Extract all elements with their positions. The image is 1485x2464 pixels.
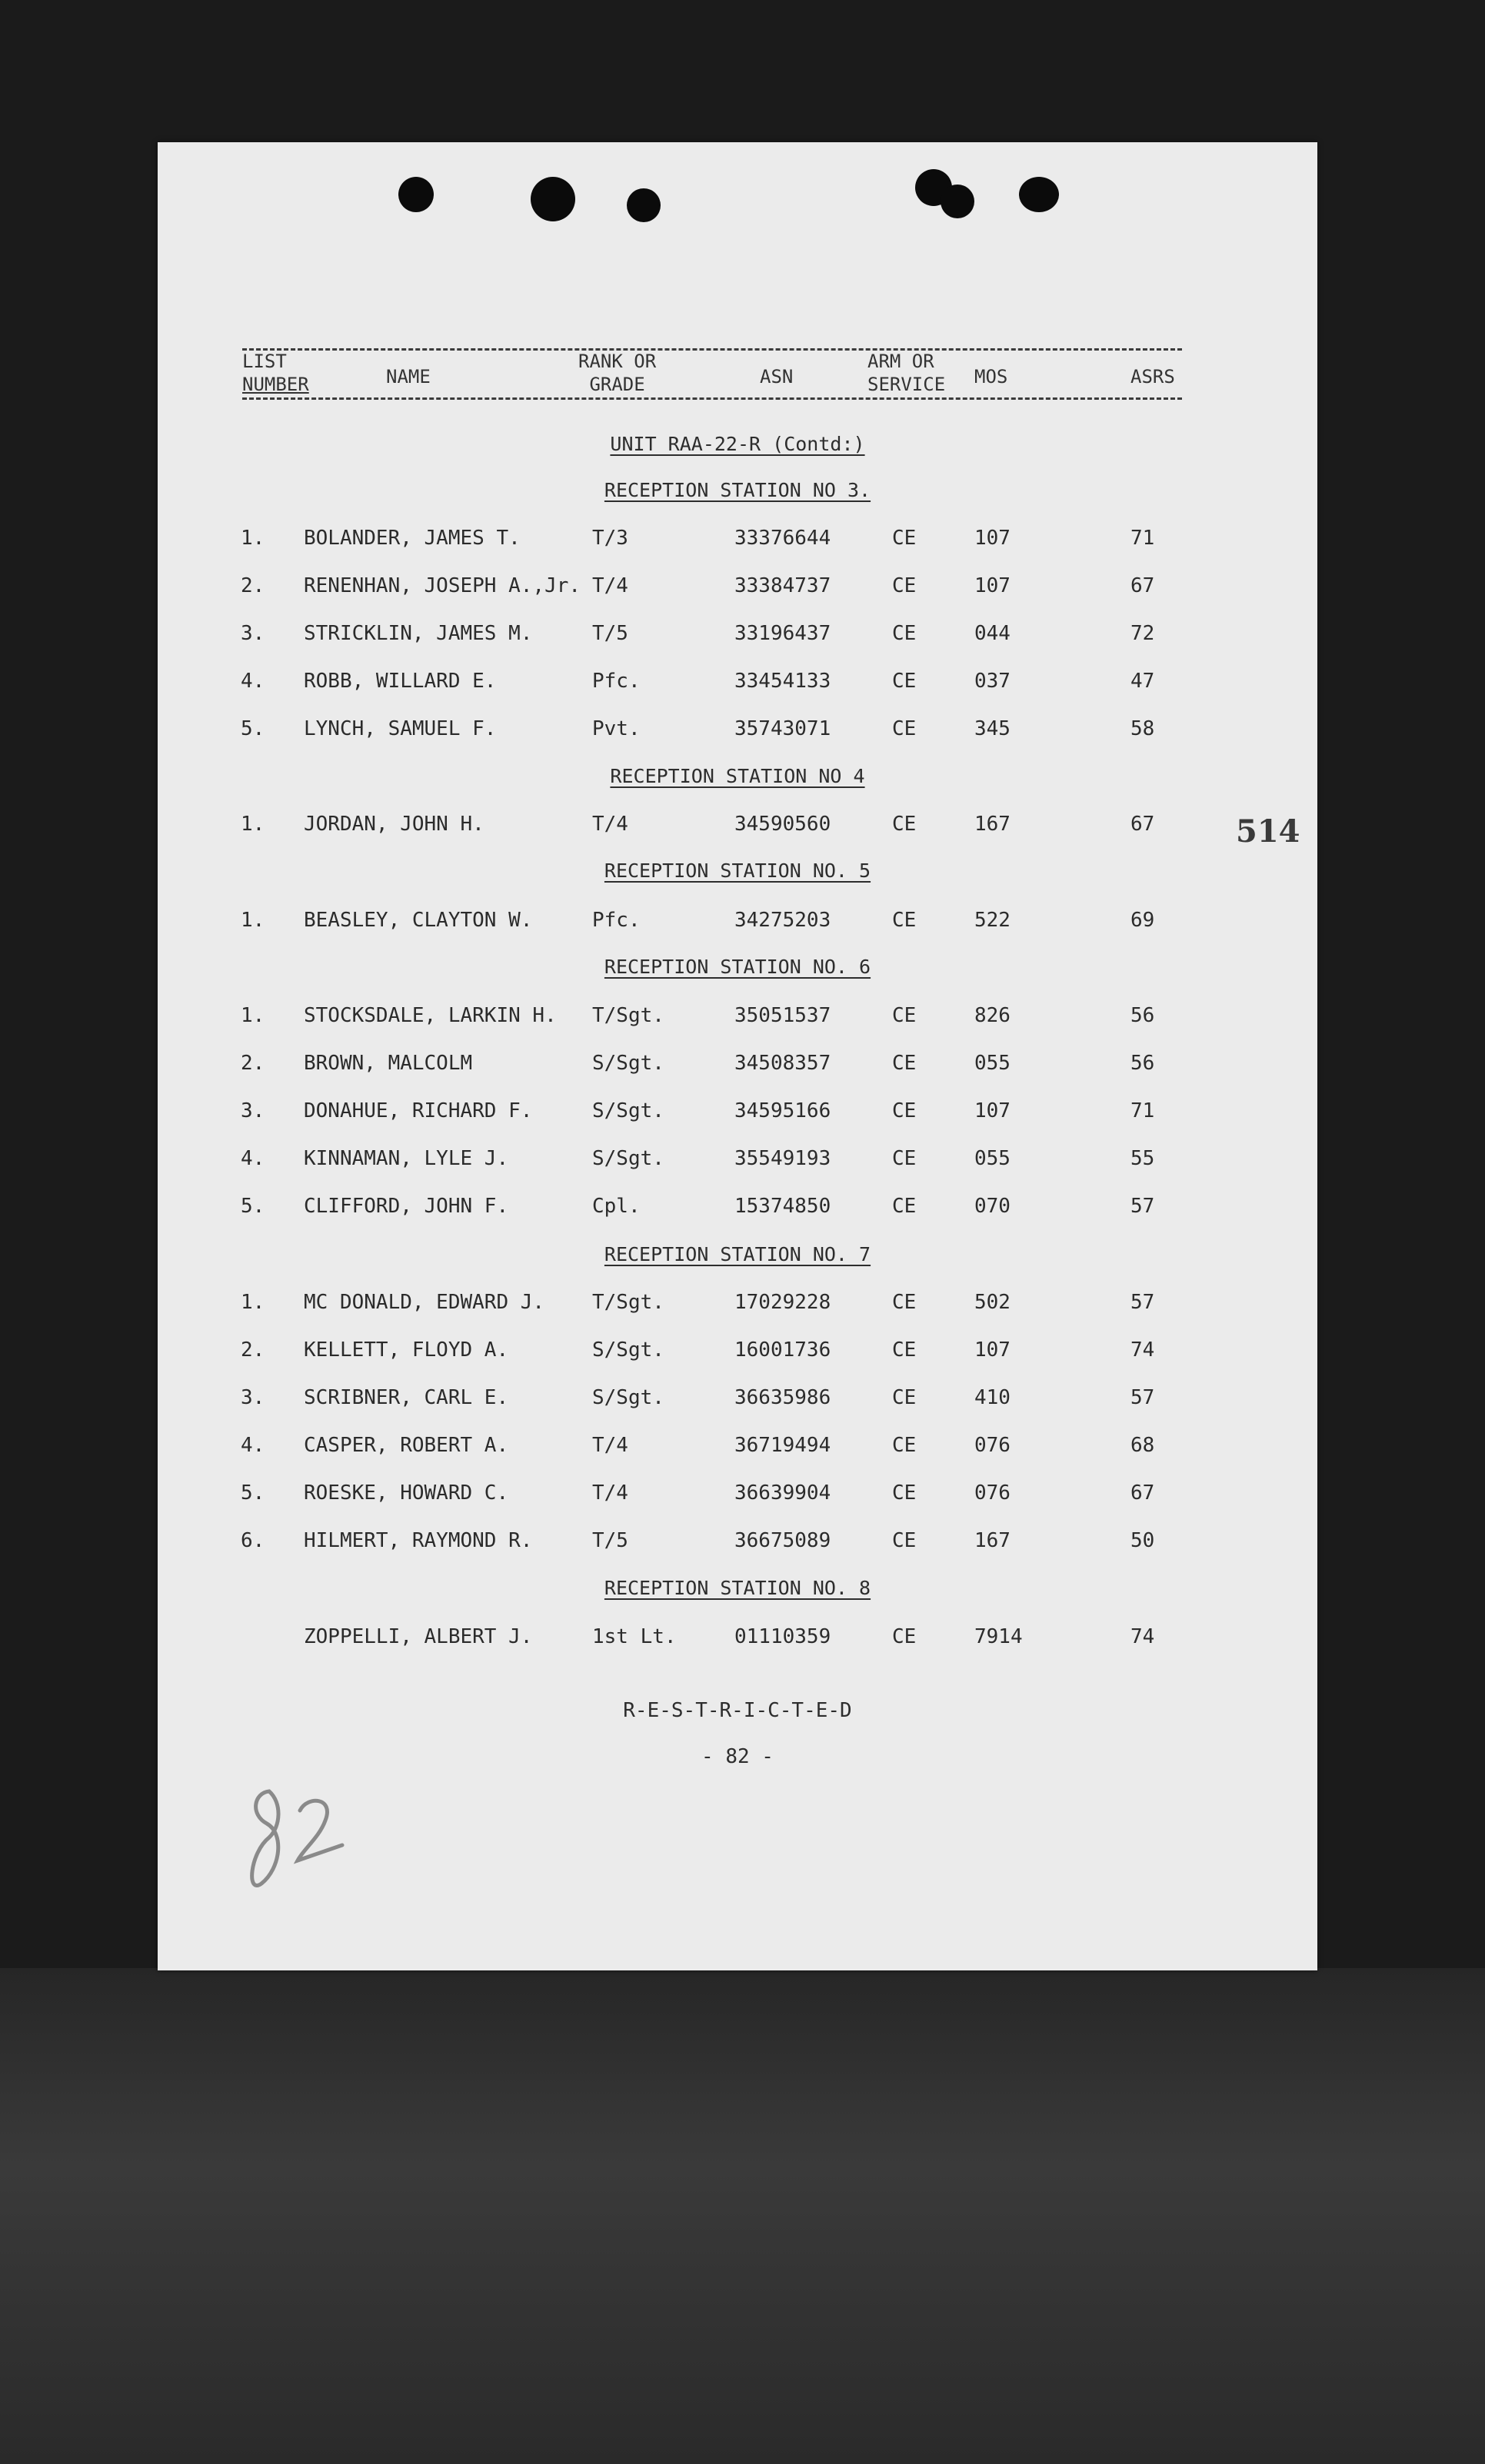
table-row (158, 1098, 1317, 1124)
rank: T/4 (592, 1481, 628, 1505)
section-title: RECEPTION STATION NO 4 (610, 765, 865, 787)
arm-service: CE (892, 1195, 917, 1218)
header-arm: ARM OR SERVICE (867, 351, 946, 395)
rank: Pfc. (592, 670, 641, 693)
arm-service: CE (892, 1099, 917, 1122)
asrs: 74 (1130, 1338, 1155, 1362)
table-row (158, 1480, 1317, 1506)
table-row (158, 1289, 1317, 1315)
rank: 1st Lt. (592, 1625, 677, 1648)
table-row (158, 1385, 1317, 1411)
asn: 34595166 (734, 1099, 831, 1122)
list-number: 2. (241, 1338, 265, 1362)
mos: 167 (974, 813, 1011, 836)
table-row (158, 1528, 1317, 1554)
mos: 167 (974, 1529, 1011, 1552)
list-number: 6. (241, 1529, 265, 1552)
soldier-name: BOLANDER, JAMES T. (304, 527, 521, 550)
rank: Cpl. (592, 1195, 641, 1218)
asrs: 74 (1130, 1625, 1155, 1648)
list-number: 5. (241, 717, 265, 740)
header-rule-bottom (242, 397, 1182, 400)
section-title: RECEPTION STATION NO. 8 (604, 1577, 871, 1599)
mos: 076 (974, 1434, 1011, 1457)
asn: 36675089 (734, 1529, 831, 1552)
rank: T/4 (592, 813, 628, 836)
mos: 076 (974, 1481, 1011, 1505)
asrs: 72 (1130, 622, 1155, 645)
table-row (158, 1337, 1317, 1363)
soldier-name: LYNCH, SAMUEL F. (304, 717, 497, 740)
arm-service: CE (892, 717, 917, 740)
section-title: RECEPTION STATION NO. 5 (604, 860, 871, 882)
soldier-name: ZOPPELLI, ALBERT J. (304, 1625, 533, 1648)
asrs: 47 (1130, 670, 1155, 693)
list-number: 1. (241, 1291, 265, 1314)
table-row (158, 1432, 1317, 1458)
mos: 107 (974, 1338, 1011, 1362)
asrs: 56 (1130, 1052, 1155, 1075)
table-row (158, 907, 1317, 933)
mos: 070 (974, 1195, 1011, 1218)
list-number: 4. (241, 1147, 265, 1170)
list-number: 2. (241, 1052, 265, 1075)
mos: 107 (974, 527, 1011, 550)
list-number: 1. (241, 527, 265, 550)
asrs: 50 (1130, 1529, 1155, 1552)
table-row (158, 716, 1317, 742)
asn: 33384737 (734, 574, 831, 597)
mos: 107 (974, 1099, 1011, 1122)
asn: 15374850 (734, 1195, 831, 1218)
list-number: 1. (241, 813, 265, 836)
mos: 410 (974, 1386, 1011, 1409)
soldier-name: KELLETT, FLOYD A. (304, 1338, 509, 1362)
mos: 107 (974, 574, 1011, 597)
header-rank: RANK OR GRADE (578, 351, 657, 395)
list-number: 5. (241, 1195, 265, 1218)
table-row (158, 1193, 1317, 1219)
scan-background (0, 1968, 1485, 2464)
list-number: 1. (241, 909, 265, 932)
arm-service: CE (892, 909, 917, 932)
table-row (158, 811, 1317, 837)
arm-service: CE (892, 527, 917, 550)
header-asrs: ASRS (1130, 366, 1175, 387)
mos: 055 (974, 1052, 1011, 1075)
asrs: 57 (1130, 1386, 1155, 1409)
handwritten-note-82 (227, 1776, 365, 1907)
asrs: 56 (1130, 1004, 1155, 1027)
asn: 36639904 (734, 1481, 831, 1505)
arm-service: CE (892, 1338, 917, 1362)
asrs: 58 (1130, 717, 1155, 740)
soldier-name: MC DONALD, EDWARD J. (304, 1291, 545, 1314)
arm-service: CE (892, 1386, 917, 1409)
header-list-number: LIST NUMBER (242, 351, 309, 395)
arm-service: CE (892, 1481, 917, 1505)
rank: T/4 (592, 574, 628, 597)
table-row (158, 668, 1317, 694)
list-number: 5. (241, 1481, 265, 1505)
mos: 345 (974, 717, 1011, 740)
soldier-name: ROESKE, HOWARD C. (304, 1481, 509, 1505)
soldier-name: ROBB, WILLARD E. (304, 670, 497, 693)
rank: T/5 (592, 622, 628, 645)
asrs: 67 (1130, 1481, 1155, 1505)
soldier-name: JORDAN, JOHN H. (304, 813, 484, 836)
soldier-name: RENENHAN, JOSEPH A.,Jr. (304, 574, 581, 597)
soldier-name: STRICKLIN, JAMES M. (304, 622, 533, 645)
asn: 17029228 (734, 1291, 831, 1314)
rank: S/Sgt. (592, 1386, 664, 1409)
arm-service: CE (892, 1147, 917, 1170)
rank: T/3 (592, 527, 628, 550)
punch-hole (531, 177, 575, 221)
asn: 35051537 (734, 1004, 831, 1027)
asrs: 68 (1130, 1434, 1155, 1457)
header-asn: ASN (760, 366, 794, 387)
asn: 01110359 (734, 1625, 831, 1648)
arm-service: CE (892, 813, 917, 836)
asrs: 55 (1130, 1147, 1155, 1170)
soldier-name: SCRIBNER, CARL E. (304, 1386, 509, 1409)
soldier-name: CLIFFORD, JOHN F. (304, 1195, 509, 1218)
asn: 36719494 (734, 1434, 831, 1457)
rank: S/Sgt. (592, 1147, 664, 1170)
arm-service: CE (892, 574, 917, 597)
rank: Pvt. (592, 717, 641, 740)
list-number: 3. (241, 1386, 265, 1409)
page-number: - 82 - (701, 1745, 774, 1768)
section-title: RECEPTION STATION NO. 6 (604, 956, 871, 978)
asn: 33196437 (734, 622, 831, 645)
table-row (158, 1146, 1317, 1172)
table-row (158, 525, 1317, 551)
header-name: NAME (386, 366, 431, 387)
arm-service: CE (892, 670, 917, 693)
table-row (158, 573, 1317, 599)
mos: 037 (974, 670, 1011, 693)
table-row (158, 1003, 1317, 1029)
list-number: 4. (241, 670, 265, 693)
rank: S/Sgt. (592, 1099, 664, 1122)
margin-number: 514 (1236, 813, 1300, 850)
asrs: 71 (1130, 1099, 1155, 1122)
punch-hole (1019, 177, 1059, 212)
arm-service: CE (892, 1529, 917, 1552)
list-number: 4. (241, 1434, 265, 1457)
punch-hole (627, 188, 661, 222)
list-number: 2. (241, 574, 265, 597)
mos: 044 (974, 622, 1011, 645)
asn: 34275203 (734, 909, 831, 932)
soldier-name: BROWN, MALCOLM (304, 1052, 473, 1075)
arm-service: CE (892, 1052, 917, 1075)
soldier-name: BEASLEY, CLAYTON W. (304, 909, 533, 932)
table-row (158, 620, 1317, 647)
asn: 33454133 (734, 670, 831, 693)
soldier-name: HILMERT, RAYMOND R. (304, 1529, 533, 1552)
soldier-name: STOCKSDALE, LARKIN H. (304, 1004, 557, 1027)
mos: 055 (974, 1147, 1011, 1170)
section-title: RECEPTION STATION NO. 7 (604, 1243, 871, 1265)
list-number: 3. (241, 622, 265, 645)
asn: 34508357 (734, 1052, 831, 1075)
asn: 35549193 (734, 1147, 831, 1170)
arm-service: CE (892, 622, 917, 645)
table-row (158, 1624, 1317, 1650)
rank: S/Sgt. (592, 1338, 664, 1362)
arm-service: CE (892, 1291, 917, 1314)
punch-hole (941, 185, 974, 218)
asrs: 67 (1130, 574, 1155, 597)
classification-label: R-E-S-T-R-I-C-T-E-D (623, 1699, 852, 1722)
mos: 7914 (974, 1625, 1023, 1648)
asn: 33376644 (734, 527, 831, 550)
section-title: RECEPTION STATION NO 3. (604, 479, 871, 501)
rank: T/Sgt. (592, 1291, 664, 1314)
header-mos: MOS (974, 366, 1008, 387)
asrs: 57 (1130, 1291, 1155, 1314)
asn: 36635986 (734, 1386, 831, 1409)
mos: 522 (974, 909, 1011, 932)
unit-title: UNIT RAA-22-R (Contd:) (610, 433, 865, 455)
document-page (158, 142, 1317, 1970)
asrs: 57 (1130, 1195, 1155, 1218)
mos: 502 (974, 1291, 1011, 1314)
list-number: 3. (241, 1099, 265, 1122)
asrs: 67 (1130, 813, 1155, 836)
asrs: 71 (1130, 527, 1155, 550)
arm-service: CE (892, 1004, 917, 1027)
rank: T/4 (592, 1434, 628, 1457)
header-rule-top (242, 348, 1182, 351)
rank: S/Sgt. (592, 1052, 664, 1075)
soldier-name: DONAHUE, RICHARD F. (304, 1099, 533, 1122)
asn: 16001736 (734, 1338, 831, 1362)
punch-hole (398, 177, 434, 212)
mos: 826 (974, 1004, 1011, 1027)
soldier-name: CASPER, ROBERT A. (304, 1434, 509, 1457)
rank: Pfc. (592, 909, 641, 932)
asn: 35743071 (734, 717, 831, 740)
soldier-name: KINNAMAN, LYLE J. (304, 1147, 509, 1170)
asn: 34590560 (734, 813, 831, 836)
table-row (158, 1050, 1317, 1076)
rank: T/5 (592, 1529, 628, 1552)
rank: T/Sgt. (592, 1004, 664, 1027)
list-number: 1. (241, 1004, 265, 1027)
asrs: 69 (1130, 909, 1155, 932)
arm-service: CE (892, 1625, 917, 1648)
arm-service: CE (892, 1434, 917, 1457)
